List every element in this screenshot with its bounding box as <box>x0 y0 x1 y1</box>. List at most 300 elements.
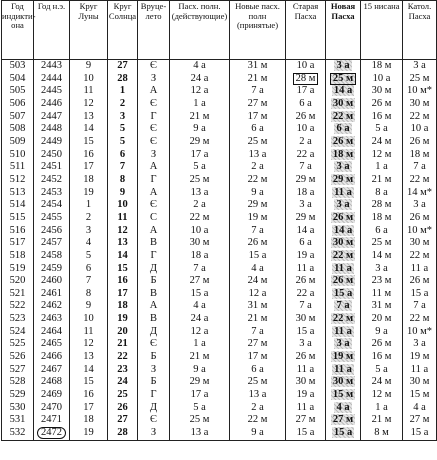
cell-value: 21 м <box>247 72 268 84</box>
cell-full-moon-current <box>170 174 230 187</box>
header-paschal-full-moon-new: Новые пасх. полн (принятые) <box>230 1 286 60</box>
cell-value: Д <box>149 262 158 274</box>
cell-old-easter <box>286 174 326 187</box>
cell-catholic-easter <box>403 187 437 200</box>
cell-catholic-easter <box>403 338 437 351</box>
cell-catholic-easter <box>403 402 437 415</box>
cell-value: 8 а <box>375 186 388 198</box>
cell-value: 26 м <box>409 211 430 223</box>
cell-full-moon-current <box>170 111 230 124</box>
table-row <box>2 237 437 250</box>
cell-ad-year <box>34 351 70 364</box>
cell-lunar-cycle <box>70 250 108 263</box>
cell-value: 516 <box>9 224 26 236</box>
cell-old-easter <box>286 402 326 415</box>
cell-value: 2466 <box>41 351 62 363</box>
cell-value: 9 а <box>375 325 388 337</box>
cell-full-moon-new <box>230 326 286 339</box>
cell-value: 506 <box>9 97 26 109</box>
cell-new-easter <box>326 389 361 402</box>
cell-value: Є <box>150 60 157 71</box>
table-row <box>2 326 437 339</box>
cell-value: 14 <box>83 123 94 135</box>
cell-value: 23 м <box>371 275 392 287</box>
cell-value: Є <box>150 414 157 426</box>
cell-value: 25 м <box>247 135 268 147</box>
cell-value: 2443 <box>41 60 62 71</box>
cell-lunar-cycle <box>70 187 108 200</box>
cell-catholic-easter <box>403 313 437 326</box>
cell-value: 14 <box>83 363 94 375</box>
cell-full-moon-current <box>170 376 230 389</box>
cell-value: 22 м <box>409 110 430 122</box>
cell-value: 24 м <box>247 275 268 287</box>
cell-ad-year <box>34 237 70 250</box>
cell-value: 30 м <box>332 97 354 109</box>
cell-old-easter <box>286 98 326 111</box>
cell-value: 28 м <box>371 199 392 211</box>
cell-value: 529 <box>9 389 26 401</box>
cell-full-moon-current <box>170 187 230 200</box>
cell-value: 4 а <box>251 262 264 274</box>
cell-new-easter <box>326 199 361 212</box>
cell-value: 15 а <box>333 287 353 299</box>
cell-value: 6 а <box>375 224 388 236</box>
cell-value: 18 <box>83 173 94 185</box>
header-paschal-full-moon-current: Пасх. полн. (действующие) <box>170 1 230 60</box>
cell-nisan-15 <box>361 376 403 389</box>
cell-value: 7 а <box>251 85 264 97</box>
cell-vrutseleto <box>138 136 170 149</box>
cell-value: 528 <box>9 376 26 388</box>
cell-new-easter <box>326 149 361 162</box>
cell-lunar-cycle <box>70 427 108 440</box>
cell-value: 22 <box>117 351 128 363</box>
cell-ad-year <box>34 85 70 98</box>
cell-indiction-year <box>2 376 34 389</box>
cell-value: С <box>149 211 157 223</box>
cell-vrutseleto <box>138 263 170 276</box>
cell-value: 20 <box>117 325 128 337</box>
cell-old-easter <box>286 123 326 136</box>
cell-solar-cycle <box>108 85 138 98</box>
cell-catholic-easter <box>403 364 437 377</box>
cell-full-moon-current <box>170 73 230 86</box>
cell-catholic-easter <box>403 85 437 98</box>
cell-solar-cycle <box>108 187 138 200</box>
cell-new-easter <box>326 73 361 86</box>
cell-old-easter <box>286 376 326 389</box>
cell-solar-cycle <box>108 427 138 440</box>
cell-value: Г <box>150 389 157 401</box>
cell-vrutseleto <box>138 300 170 313</box>
cell-value: 7 а <box>251 224 264 236</box>
cell-value: 11 а <box>334 186 352 198</box>
table-header <box>2 1 437 60</box>
cell-value: 11 а <box>334 325 352 337</box>
cell-indiction-year <box>2 313 34 326</box>
cell-value: 531 <box>9 414 26 426</box>
cell-value: 11 а <box>334 363 352 375</box>
cell-full-moon-new <box>230 212 286 225</box>
cell-lunar-cycle <box>70 389 108 402</box>
cell-value: 2457 <box>41 237 62 249</box>
cell-new-easter <box>326 414 361 427</box>
cell-value: 19 а <box>296 389 315 401</box>
cell-value: 16 <box>117 275 128 287</box>
cell-value: 518 <box>9 249 26 261</box>
cell-new-easter <box>326 174 361 187</box>
cell-value: 3 <box>119 110 126 122</box>
cell-ad-year <box>34 98 70 111</box>
cell-new-easter <box>326 225 361 238</box>
cell-ad-year <box>34 212 70 225</box>
cell-value: 14 а <box>296 224 315 236</box>
cell-full-moon-new <box>230 85 286 98</box>
cell-full-moon-new <box>230 123 286 136</box>
cell-value: 30 м <box>295 313 316 325</box>
cell-value: 24 м <box>371 376 392 388</box>
cell-value: 30 м <box>189 237 210 249</box>
cell-indiction-year <box>2 288 34 301</box>
cell-value: 6 а <box>299 97 312 109</box>
cell-value: 2453 <box>41 186 62 198</box>
cell-value: Г <box>150 173 157 185</box>
table-body <box>2 60 437 441</box>
cell-value: 514 <box>9 199 26 211</box>
cell-value: 22 м <box>247 173 268 185</box>
table-row <box>2 364 437 377</box>
cell-full-moon-current <box>170 427 230 440</box>
cell-value: 8 <box>119 173 126 185</box>
cell-solar-cycle <box>108 351 138 364</box>
cell-ad-year <box>34 313 70 326</box>
cell-value: 31 м <box>371 300 392 312</box>
cell-full-moon-current <box>170 212 230 225</box>
cell-value: 2 а <box>193 199 206 211</box>
cell-nisan-15 <box>361 250 403 263</box>
cell-value: 13 а <box>248 389 267 401</box>
cell-value: 1 <box>119 85 126 97</box>
cell-old-easter <box>286 427 326 440</box>
cell-new-easter <box>326 326 361 339</box>
cell-catholic-easter <box>403 263 437 276</box>
cell-value: 2449 <box>41 135 62 147</box>
cell-value: А <box>149 224 158 236</box>
cell-value: 21 м <box>189 351 210 363</box>
cell-lunar-cycle <box>70 199 108 212</box>
cell-value: 2448 <box>41 123 62 135</box>
cell-value: Є <box>150 123 157 135</box>
cell-full-moon-current <box>170 250 230 263</box>
header-row <box>2 1 437 60</box>
cell-solar-cycle <box>108 313 138 326</box>
cell-new-easter <box>326 60 361 73</box>
table-row <box>2 351 437 364</box>
cell-value: 22 м <box>247 414 268 426</box>
cell-value: 7 а <box>336 300 350 312</box>
cell-value: 12 а <box>190 325 209 337</box>
cell-ad-year <box>34 402 70 415</box>
cell-value: 15 <box>83 376 94 388</box>
cell-value: 12 <box>83 97 94 109</box>
table-row <box>2 73 437 86</box>
cell-value: 13 <box>117 237 128 249</box>
cell-indiction-year <box>2 98 34 111</box>
cell-value: 3 а <box>299 199 312 211</box>
cell-catholic-easter <box>403 376 437 389</box>
cell-value: 6 а <box>336 123 350 135</box>
cell-indiction-year <box>2 364 34 377</box>
cell-value: 30 м <box>371 85 392 97</box>
cell-value: 523 <box>9 313 26 325</box>
cell-value: 7 а <box>413 300 426 312</box>
cell-solar-cycle <box>108 389 138 402</box>
cell-indiction-year <box>2 212 34 225</box>
cell-catholic-easter <box>403 174 437 187</box>
cell-catholic-easter <box>403 60 437 73</box>
cell-value: 515 <box>9 211 26 223</box>
table-row <box>2 313 437 326</box>
cell-value: 2470 <box>41 401 62 413</box>
cell-full-moon-new <box>230 288 286 301</box>
cell-nisan-15 <box>361 199 403 212</box>
cell-value: 26 <box>117 401 128 413</box>
cell-old-easter <box>286 414 326 427</box>
cell-nisan-15 <box>361 326 403 339</box>
cell-value: 12 а <box>248 287 267 299</box>
cell-value: 10 а <box>296 123 315 135</box>
cell-value: 30 м <box>332 237 354 249</box>
cell-value: 510 <box>9 148 26 160</box>
cell-vrutseleto <box>138 313 170 326</box>
cell-value: 10 а <box>410 123 429 135</box>
cell-value: 26 м <box>332 275 354 287</box>
cell-value: 9 а <box>251 427 264 439</box>
cell-value: 18 <box>83 414 94 426</box>
cell-value: 2454 <box>41 199 62 211</box>
cell-value: 2447 <box>41 110 62 122</box>
cell-old-easter <box>286 149 326 162</box>
cell-catholic-easter <box>403 123 437 136</box>
cell-value: 14 м <box>371 249 392 261</box>
cell-lunar-cycle <box>70 402 108 415</box>
cell-ad-year <box>34 174 70 187</box>
cell-solar-cycle <box>108 98 138 111</box>
cell-full-moon-new <box>230 98 286 111</box>
cell-new-easter <box>326 351 361 364</box>
cell-value: 11 <box>117 211 128 223</box>
cell-full-moon-current <box>170 85 230 98</box>
cell-solar-cycle <box>108 149 138 162</box>
cell-ad-year <box>34 427 70 440</box>
cell-value: 30 м <box>409 376 430 388</box>
cell-full-moon-new <box>230 338 286 351</box>
cell-value: 2 <box>119 97 126 109</box>
cell-lunar-cycle <box>70 149 108 162</box>
cell-old-easter <box>286 73 326 86</box>
cell-value: 512 <box>9 173 26 185</box>
cell-value: 13 а <box>190 186 209 198</box>
cell-solar-cycle <box>108 123 138 136</box>
cell-indiction-year <box>2 275 34 288</box>
cell-value: 2 а <box>251 401 264 413</box>
cell-value: 7 а <box>299 161 312 173</box>
cell-value: 5 <box>119 135 126 147</box>
cell-value: 16 <box>83 148 94 160</box>
cell-value: 27 <box>117 414 128 426</box>
cell-value: 21 м <box>189 110 210 122</box>
cell-new-easter <box>326 250 361 263</box>
cell-solar-cycle <box>108 60 138 73</box>
cell-full-moon-new <box>230 237 286 250</box>
cell-full-moon-new <box>230 250 286 263</box>
cell-value: 2462 <box>41 300 62 312</box>
cell-lunar-cycle <box>70 326 108 339</box>
cell-value: 11 а <box>410 363 429 375</box>
cell-value: 19 а <box>296 249 315 261</box>
cell-value: 2460 <box>41 275 62 287</box>
cell-full-moon-current <box>170 389 230 402</box>
cell-vrutseleto <box>138 288 170 301</box>
cell-value: 9 <box>85 300 92 312</box>
cell-value: 14 м* <box>406 186 433 198</box>
cell-value: 2459 <box>41 262 62 274</box>
cell-solar-cycle <box>108 136 138 149</box>
cell-value: 2471 <box>41 414 62 426</box>
table-row <box>2 149 437 162</box>
cell-value: 11 м <box>371 287 392 299</box>
table-row <box>2 187 437 200</box>
cell-value: 28 <box>117 72 128 84</box>
cell-value: 1 а <box>375 161 388 173</box>
cell-full-moon-current <box>170 351 230 364</box>
cell-value: 22 м <box>189 211 210 223</box>
cell-value: 18 м <box>371 60 392 71</box>
cell-lunar-cycle <box>70 288 108 301</box>
cell-solar-cycle <box>108 111 138 124</box>
cell-lunar-cycle <box>70 338 108 351</box>
cell-value: 31 м <box>247 300 268 312</box>
table-row <box>2 225 437 238</box>
cell-indiction-year <box>2 250 34 263</box>
cell-vrutseleto <box>138 73 170 86</box>
cell-ad-year <box>34 111 70 124</box>
cell-indiction-year <box>2 174 34 187</box>
cell-value: А <box>149 186 158 198</box>
cell-catholic-easter <box>403 161 437 174</box>
table-row <box>2 263 437 276</box>
cell-value: Б <box>150 351 157 363</box>
cell-value: 14 а <box>333 224 353 236</box>
cell-catholic-easter <box>403 427 437 440</box>
cell-value: 2463 <box>41 313 62 325</box>
cell-value: 3 <box>85 224 92 236</box>
cell-value: Є <box>150 135 157 147</box>
cell-vrutseleto <box>138 275 170 288</box>
cell-value: 24 <box>117 376 128 388</box>
cell-new-easter <box>326 313 361 326</box>
cell-value: 2 а <box>299 135 312 147</box>
cell-value: 507 <box>9 110 26 122</box>
cell-lunar-cycle <box>70 98 108 111</box>
cell-value: 17 а <box>296 85 315 97</box>
cell-nisan-15 <box>361 364 403 377</box>
header-solar-cycle: Круг Солнца <box>108 1 138 60</box>
cell-value: 3 а <box>336 161 350 173</box>
cell-catholic-easter <box>403 389 437 402</box>
cell-value: 22 м <box>409 249 430 261</box>
cell-value: 19 <box>83 186 94 198</box>
cell-full-moon-current <box>170 275 230 288</box>
cell-value: 2469 <box>41 389 62 401</box>
cell-nisan-15 <box>361 225 403 238</box>
cell-catholic-easter <box>403 212 437 225</box>
cell-solar-cycle <box>108 402 138 415</box>
cell-indiction-year <box>2 351 34 364</box>
cell-indiction-year <box>2 427 34 440</box>
cell-value: 10 м* <box>406 224 433 236</box>
table-row <box>2 300 437 313</box>
cell-old-easter <box>286 263 326 276</box>
cell-vrutseleto <box>138 225 170 238</box>
cell-vrutseleto <box>138 161 170 174</box>
cell-new-easter <box>326 237 361 250</box>
cell-nisan-15 <box>361 313 403 326</box>
cell-value: 26 м <box>409 275 430 287</box>
cell-new-easter <box>326 275 361 288</box>
cell-catholic-easter <box>403 199 437 212</box>
cell-lunar-cycle <box>70 313 108 326</box>
cell-value: 22 м <box>332 110 354 122</box>
cell-value: 522 <box>9 300 26 312</box>
cell-value: 26 м <box>295 351 316 363</box>
cell-full-moon-new <box>230 389 286 402</box>
cell-lunar-cycle <box>70 275 108 288</box>
cell-value: 12 <box>117 224 128 236</box>
cell-nisan-15 <box>361 212 403 225</box>
cell-value: 520 <box>9 275 26 287</box>
cell-full-moon-current <box>170 338 230 351</box>
cell-old-easter <box>286 313 326 326</box>
cell-value: 24 а <box>190 313 209 325</box>
cell-full-moon-new <box>230 414 286 427</box>
cell-indiction-year <box>2 237 34 250</box>
table-row <box>2 199 437 212</box>
cell-value: 10 а <box>190 224 209 236</box>
cell-value: 17 <box>83 161 94 173</box>
cell-value: 17 <box>83 401 94 413</box>
cell-value: 22 м <box>409 313 430 325</box>
cell-lunar-cycle <box>70 263 108 276</box>
cell-indiction-year <box>2 225 34 238</box>
cell-full-moon-current <box>170 402 230 415</box>
cell-catholic-easter <box>403 237 437 250</box>
cell-value: 15 м <box>332 389 354 401</box>
cell-vrutseleto <box>138 427 170 440</box>
cell-indiction-year <box>2 123 34 136</box>
cell-value: 22 а <box>296 148 315 160</box>
cell-value: 15 а <box>333 427 353 439</box>
cell-value: 19 м <box>409 351 430 363</box>
cell-nisan-15 <box>361 73 403 86</box>
cell-value: 2 <box>85 211 92 223</box>
cell-value: 6 <box>119 148 126 160</box>
cell-solar-cycle <box>108 376 138 389</box>
cell-solar-cycle <box>108 288 138 301</box>
cell-value: 27 м <box>247 338 268 350</box>
cell-full-moon-current <box>170 300 230 313</box>
